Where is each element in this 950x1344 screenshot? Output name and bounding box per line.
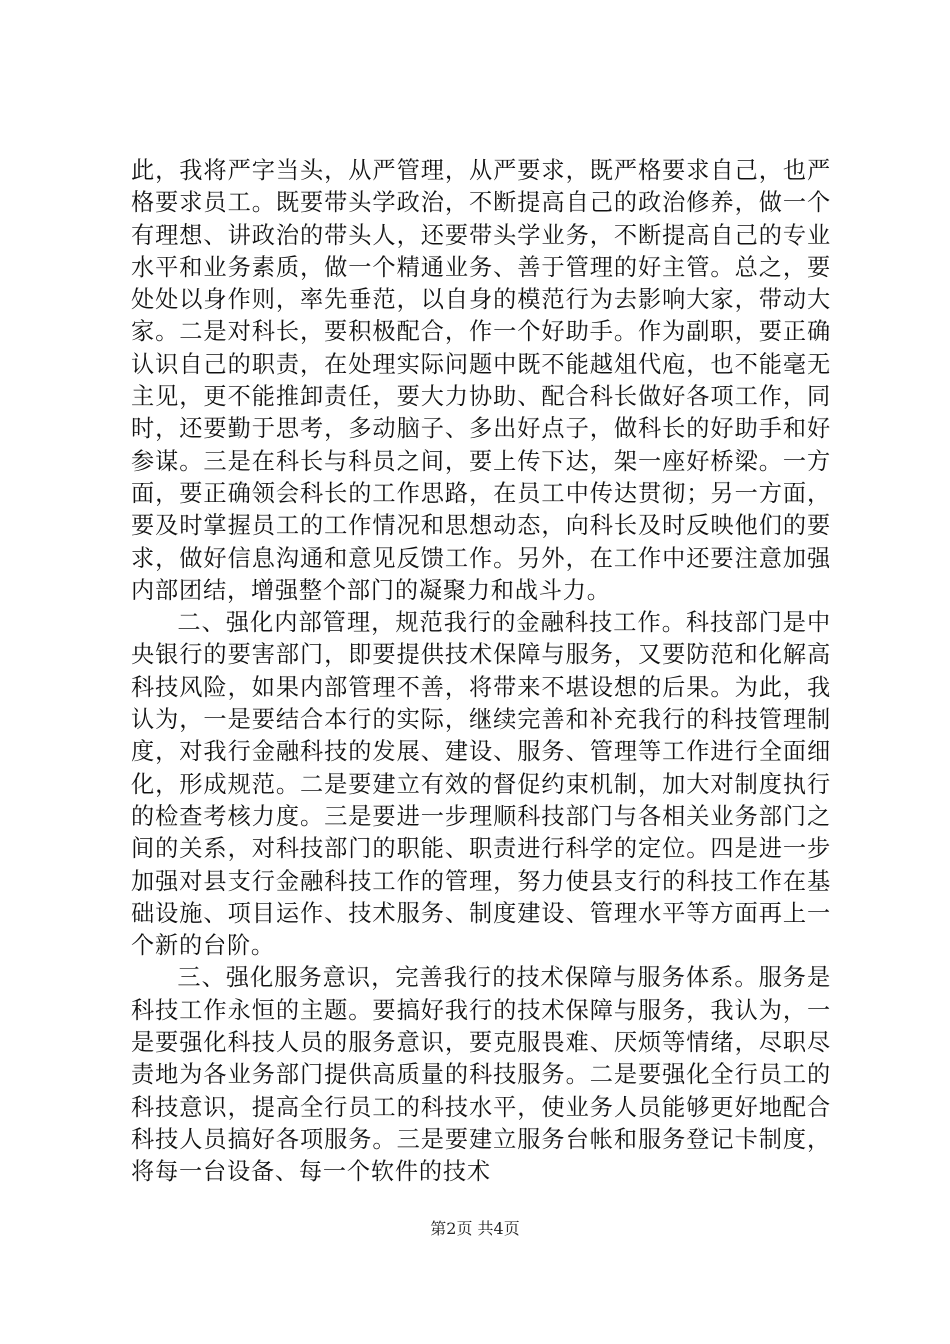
- document-body: [131, 155, 831, 1189]
- page-footer: 第2页 共4页: [430, 1219, 520, 1238]
- paragraph-section-three: 三、强化服务意识，完善我行的技术保障与服务体系。服务是科技工作永恒的主题。要搞好我行的技术保障与服务，我认为，一是要强化科技人员的服务意识，要克服畏难、厌烦等情绪，尽职尽责地为各业务部门提供高质量的科技服务。二是要强化全行员工的科技意识，提高全行员工的科技水平，使业务人员能够更好地配合科技人员搞好各项服务。三是要建立服务台帐和服务登记卡制度，将每一台设备、每一个软件的技术: [131, 964, 831, 1186]
- paragraph-section-two: 二、强化内部管理，规范我行的金融科技工作。科技部门是中央银行的要害部门，即要提供技术保障与服务，又要防范和化解高科技风险，如果内部管理不善，将带来不堪设想的后果。为此，我认为，一是要结合本行的实际，继续完善和补充我行的科技管理制度，对我行金融科技的发展、建设、服务、管理等工作进行全面细化，形成规范。二是要建立有效的督促约束机制，加大对制度执行的检查考核力度。三是要进一步理顺科技部门与各相关业务部门之间的关系，对科技部门的职能、职责进行科学的定位。四是进一步加强对县支行金融科技工作的管理，努力使县支行的科技工作在基础设施、项目运作、技术服务、制度建设、管理水平等方面再上一个新的台阶。: [131, 609, 831, 960]
- paragraph-continued: 此，我将严字当头，从严管理，从严要求，既严格要求自己，也严格要求员工。既要带头学政治，不断提高自己的政治修养，做一个有理想、讲政治的带头人，还要带头学业务，不断提高自己的专业水平和业务素质，做一个精通业务、善于管理的好主管。总之，要处处以身作则，率先垂范，以自身的模范行为去影响大家，带动大家。二是对科长，要积极配合，作一个好助手。作为副职，要正确认识自己的职责，在处理实际问题中既不能越俎代庖，也不能毫无主见，更不能推卸责任，要大力协助、配合科长做好各项工作，同时，还要勤于思考，多动脑子、多出好点子，做科长的好助手和好参谋。三是在科长与科员之间，要上传下达，架一座好桥梁。一方面，要正确领会科长的工作思路，在员工中传达贯彻；另一方面，要及时掌握员工的工作情况和思想动态，向科长及时反映他们的要求，做好信息沟通和意见反馈工作。另外，在工作中还要注意加强内部团结，增强整个部门的凝聚力和战斗力。: [131, 157, 831, 604]
